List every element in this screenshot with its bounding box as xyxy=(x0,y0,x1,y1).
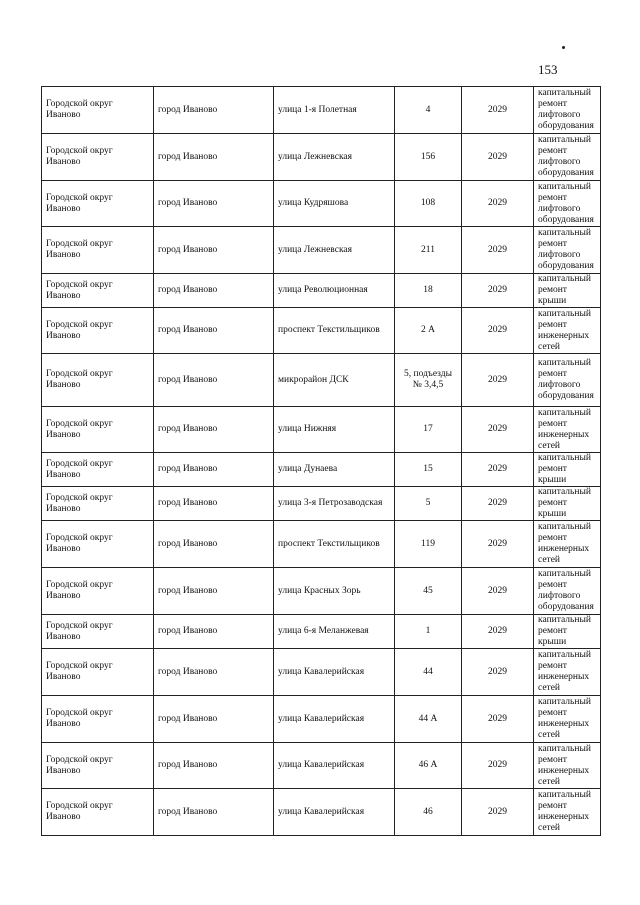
year-cell xyxy=(462,308,534,354)
table-row xyxy=(42,354,601,407)
year-text: 2029 xyxy=(488,464,507,474)
city-cell xyxy=(154,453,274,487)
house-text: 45 xyxy=(423,585,433,596)
house-cell xyxy=(395,743,462,789)
year-cell xyxy=(462,181,534,227)
street-cell xyxy=(274,274,395,308)
city-text: город Иваново xyxy=(158,374,218,385)
street-text: улица Революционная xyxy=(278,285,368,295)
work-cell xyxy=(534,181,601,227)
house-text: 5, подъезды № 3,4,5 xyxy=(404,369,452,390)
year-text: 2029 xyxy=(488,325,507,335)
work-text: капитальный ремонт инженерных сетей xyxy=(538,650,591,693)
city-cell xyxy=(154,354,274,407)
city-cell xyxy=(154,696,274,743)
street-cell xyxy=(274,227,395,274)
district-text: Городской округ Иваново xyxy=(46,192,113,214)
year-cell xyxy=(462,789,534,836)
year-text: 2029 xyxy=(488,374,507,385)
district-cell xyxy=(42,308,154,354)
city-text: город Иваново xyxy=(158,198,218,208)
table-row xyxy=(42,649,601,696)
year-text: 2029 xyxy=(488,666,507,677)
table-row xyxy=(42,308,601,354)
street-text: улица 3-я Петрозаводская xyxy=(278,498,383,508)
year-text: 2029 xyxy=(488,538,507,549)
city-cell xyxy=(154,521,274,568)
house-text: 211 xyxy=(421,244,435,255)
page-number: 153 xyxy=(538,62,558,77)
street-text: улица Дунаева xyxy=(278,464,338,474)
city-cell xyxy=(154,615,274,649)
district-cell xyxy=(42,453,154,487)
repair-schedule-table xyxy=(41,86,601,836)
house-cell xyxy=(395,354,462,407)
work-text: капитальный ремонт лифтового оборудования xyxy=(538,88,594,131)
district-text: Городской округ Иваново xyxy=(46,533,113,554)
year-text: 2029 xyxy=(488,760,507,770)
city-text: город Иваново xyxy=(158,538,218,549)
street-text: улица Кавалерийская xyxy=(278,713,365,724)
house-cell xyxy=(395,696,462,743)
street-text: улица Кавалерийская xyxy=(278,760,365,770)
work-cell xyxy=(534,696,601,743)
district-text: Городской округ Иваново xyxy=(46,99,113,120)
district-text: Городской округ Иваново xyxy=(46,458,113,480)
year-cell xyxy=(462,568,534,615)
work-text: капитальный ремонт лифтового оборудования xyxy=(538,228,594,271)
work-cell xyxy=(534,407,601,453)
street-text: проспект Текстильщиков xyxy=(278,538,380,549)
house-text: 44 А xyxy=(418,713,438,724)
city-text: город Иваново xyxy=(158,104,218,115)
work-cell xyxy=(534,649,601,696)
house-text: 15 xyxy=(423,464,433,474)
house-text: 17 xyxy=(423,424,433,434)
year-cell xyxy=(462,407,534,453)
district-cell xyxy=(42,789,154,836)
city-text: город Иваново xyxy=(158,244,218,255)
year-text: 2029 xyxy=(488,285,507,295)
year-text: 2029 xyxy=(488,626,507,636)
year-cell xyxy=(462,87,534,134)
street-text: улица Красных Зорь xyxy=(278,585,361,596)
table-row xyxy=(42,134,601,181)
table-row xyxy=(42,487,601,521)
year-text: 2029 xyxy=(488,424,507,434)
house-text: 4 xyxy=(425,104,431,115)
work-cell xyxy=(534,743,601,789)
house-cell xyxy=(395,568,462,615)
work-text: капитальный ремонт крыши xyxy=(538,615,591,647)
city-text: город Иваново xyxy=(158,760,218,770)
table-row xyxy=(42,521,601,568)
table-row xyxy=(42,696,601,743)
work-text: капитальный ремонт инженерных сетей xyxy=(538,308,591,352)
street-cell xyxy=(274,521,395,568)
house-cell xyxy=(395,308,462,354)
year-cell xyxy=(462,487,534,521)
house-text: 46 xyxy=(423,806,433,817)
work-cell xyxy=(534,789,601,836)
district-cell xyxy=(42,487,154,521)
house-text: 44 xyxy=(423,666,433,677)
year-text: 2029 xyxy=(488,244,507,255)
city-cell xyxy=(154,568,274,615)
house-cell xyxy=(395,181,462,227)
work-text: капитальный ремонт крыши xyxy=(538,453,591,485)
city-text: город Иваново xyxy=(158,585,218,596)
year-cell xyxy=(462,521,534,568)
city-text: город Иваново xyxy=(158,806,218,817)
district-text: Городской округ Иваново xyxy=(46,708,113,729)
house-cell xyxy=(395,521,462,568)
year-cell xyxy=(462,649,534,696)
district-cell xyxy=(42,615,154,649)
house-cell xyxy=(395,789,462,836)
table-row xyxy=(42,87,601,134)
street-cell xyxy=(274,615,395,649)
city-cell xyxy=(154,407,274,453)
house-text: 5 xyxy=(425,498,431,508)
city-cell xyxy=(154,487,274,521)
district-cell xyxy=(42,407,154,453)
house-text: 46 А xyxy=(418,760,438,770)
city-text: город Иваново xyxy=(158,666,218,677)
scan-speck xyxy=(562,46,565,49)
district-cell xyxy=(42,87,154,134)
year-text: 2029 xyxy=(488,585,507,596)
year-text: 2029 xyxy=(488,713,507,724)
table-row xyxy=(42,453,601,487)
work-cell xyxy=(534,615,601,649)
work-cell xyxy=(534,227,601,274)
city-text: город Иваново xyxy=(158,285,218,295)
city-text: город Иваново xyxy=(158,424,218,434)
street-cell xyxy=(274,789,395,836)
street-text: улица Нижняя xyxy=(278,424,337,434)
street-text: улица Кудряшова xyxy=(278,198,349,208)
table-row xyxy=(42,615,601,649)
house-text: 156 xyxy=(420,151,436,162)
year-cell xyxy=(462,696,534,743)
table-row xyxy=(42,789,601,836)
city-cell xyxy=(154,181,274,227)
street-text: улица Лежневская xyxy=(278,244,352,255)
street-cell xyxy=(274,743,395,789)
work-text: капитальный ремонт крыши xyxy=(538,274,591,306)
year-text: 2029 xyxy=(488,806,507,817)
work-text: капитальный ремонт лифтового оборудования xyxy=(538,358,594,401)
city-text: город Иваново xyxy=(158,713,218,724)
work-text: капитальный ремонт инженерных сетей xyxy=(538,407,591,451)
table-row xyxy=(42,407,601,453)
year-text: 2029 xyxy=(488,104,507,115)
table-row xyxy=(42,274,601,308)
district-cell xyxy=(42,649,154,696)
house-text: 119 xyxy=(421,538,435,549)
street-text: микрорайон ДСК xyxy=(278,374,349,385)
work-cell xyxy=(534,274,601,308)
house-text: 1 xyxy=(425,626,431,636)
table-row xyxy=(42,743,601,789)
year-cell xyxy=(462,134,534,181)
house-cell xyxy=(395,134,462,181)
year-cell xyxy=(462,743,534,789)
year-text: 2029 xyxy=(488,498,507,508)
house-text: 108 xyxy=(420,198,436,208)
street-text: улица 1-я Полетная xyxy=(278,104,357,115)
street-text: улица Кавалерийская xyxy=(278,806,365,817)
district-cell xyxy=(42,227,154,274)
work-cell xyxy=(534,453,601,487)
city-cell xyxy=(154,227,274,274)
house-cell xyxy=(395,487,462,521)
work-text: капитальный ремонт инженерных сетей xyxy=(538,790,591,833)
year-text: 2029 xyxy=(488,198,507,208)
district-text: Городской округ Иваново xyxy=(46,369,113,390)
street-cell xyxy=(274,181,395,227)
year-cell xyxy=(462,354,534,407)
table-row xyxy=(42,568,601,615)
year-cell xyxy=(462,227,534,274)
work-cell xyxy=(534,134,601,181)
street-text: улица 6-я Меланжевая xyxy=(278,626,369,636)
district-text: Городской округ Иваново xyxy=(46,319,113,341)
work-cell xyxy=(534,568,601,615)
district-cell xyxy=(42,568,154,615)
street-cell xyxy=(274,568,395,615)
house-cell xyxy=(395,227,462,274)
street-cell xyxy=(274,134,395,181)
year-cell xyxy=(462,453,534,487)
street-cell xyxy=(274,453,395,487)
city-cell xyxy=(154,87,274,134)
house-cell xyxy=(395,274,462,308)
city-cell xyxy=(154,649,274,696)
year-cell xyxy=(462,615,534,649)
district-text: Городской округ Иваново xyxy=(46,239,113,260)
street-text: проспект Текстильщиков xyxy=(278,325,380,335)
district-text: Городской округ Иваново xyxy=(46,279,113,301)
city-cell xyxy=(154,134,274,181)
house-cell xyxy=(395,87,462,134)
street-text: улица Лежневская xyxy=(278,151,352,162)
district-cell xyxy=(42,181,154,227)
street-cell xyxy=(274,696,395,743)
district-cell xyxy=(42,354,154,407)
district-text: Городской округ Иваново xyxy=(46,801,113,822)
district-cell xyxy=(42,274,154,308)
work-text: капитальный ремонт лифтового оборудования xyxy=(538,569,594,612)
work-cell xyxy=(534,87,601,134)
district-cell xyxy=(42,134,154,181)
street-cell xyxy=(274,87,395,134)
district-cell xyxy=(42,521,154,568)
district-cell xyxy=(42,743,154,789)
house-text: 2 А xyxy=(421,325,435,335)
work-text: капитальный ремонт лифтового оборудования xyxy=(538,135,594,178)
district-cell xyxy=(42,696,154,743)
work-cell xyxy=(534,354,601,407)
house-cell xyxy=(395,407,462,453)
city-text: город Иваново xyxy=(158,498,218,508)
city-text: город Иваново xyxy=(158,626,218,636)
street-cell xyxy=(274,308,395,354)
district-text: Городской округ Иваново xyxy=(46,492,113,514)
year-cell xyxy=(462,274,534,308)
house-cell xyxy=(395,615,462,649)
city-cell xyxy=(154,274,274,308)
work-text: капитальный ремонт лифтового оборудования xyxy=(538,181,594,225)
house-cell xyxy=(395,453,462,487)
table-body xyxy=(42,87,601,836)
street-cell xyxy=(274,649,395,696)
city-text: город Иваново xyxy=(158,151,218,162)
work-text: капитальный ремонт инженерных сетей xyxy=(538,743,591,787)
work-cell xyxy=(534,487,601,521)
city-cell xyxy=(154,789,274,836)
table-row xyxy=(42,227,601,274)
district-text: Городской округ Иваново xyxy=(46,418,113,440)
work-cell xyxy=(534,521,601,568)
street-cell xyxy=(274,354,395,407)
work-text: капитальный ремонт инженерных сетей xyxy=(538,697,591,740)
district-text: Городской округ Иваново xyxy=(46,620,113,642)
year-text: 2029 xyxy=(488,151,507,162)
city-cell xyxy=(154,743,274,789)
house-cell xyxy=(395,649,462,696)
table-row xyxy=(42,181,601,227)
work-cell xyxy=(534,308,601,354)
district-text: Городской округ Иваново xyxy=(46,580,113,601)
city-text: город Иваново xyxy=(158,325,218,335)
district-text: Городской округ Иваново xyxy=(46,146,113,167)
house-text: 18 xyxy=(423,285,433,295)
city-text: город Иваново xyxy=(158,464,218,474)
district-text: Городской округ Иваново xyxy=(46,754,113,776)
work-text: капитальный ремонт инженерных сетей xyxy=(538,522,591,565)
work-text: капитальный ремонт крыши xyxy=(538,487,591,519)
district-text: Городской округ Иваново xyxy=(46,661,113,682)
street-cell xyxy=(274,487,395,521)
street-cell xyxy=(274,407,395,453)
street-text: улица Кавалерийская xyxy=(278,666,365,677)
city-cell xyxy=(154,308,274,354)
